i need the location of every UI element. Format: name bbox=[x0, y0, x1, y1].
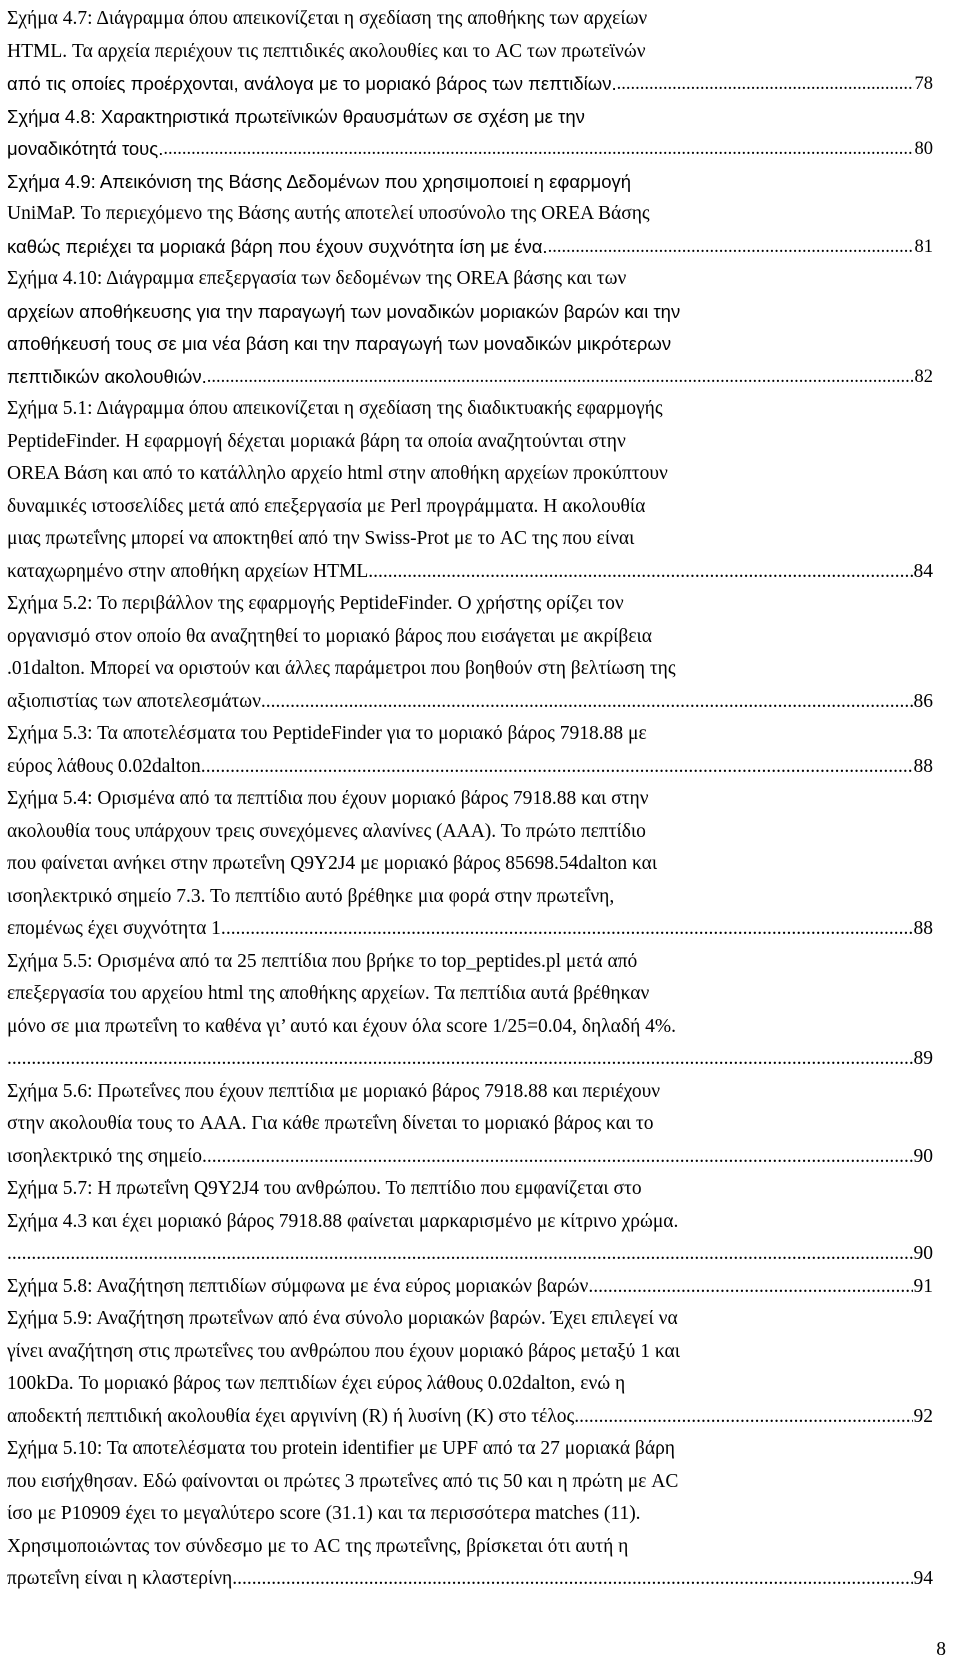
toc-text-line: Σχήμα 5.1: Διάγραμμα όπου απεικονίζεται η σχεδίαση της διαδικτυακής εφαρμογής bbox=[7, 398, 663, 419]
toc-entry-line bbox=[7, 1044, 933, 1074]
toc-text-line: οργανισμό στον οποίο θα αναζητηθεί το μοριακό βάρος που εισάγεται με ακρίβεια bbox=[7, 625, 652, 647]
dot-leader bbox=[373, 557, 912, 587]
toc-entry-line bbox=[7, 1272, 933, 1302]
toc-entry-line bbox=[7, 687, 933, 717]
toc-text-line: δυναμικές ιστοσελίδες μετά από επεξεργασία με Perl προγράμματα. Η ακολουθία bbox=[7, 495, 646, 517]
toc-entry-text: από τις οποίες προέρχονται, ανάλογα με το μοριακό βάρος των πεπτιδίων. bbox=[7, 73, 617, 94]
toc-text-line: Σχήμα 5.5: Ορισμένα από τα 25 πεπτίδια που βρήκε το top_peptides.pl μετά από bbox=[7, 950, 638, 972]
toc-entry-text: εύρος λάθους 0.02dalton. bbox=[7, 755, 206, 777]
toc-page-number: 84 bbox=[913, 560, 933, 582]
dot-leader bbox=[593, 1272, 912, 1302]
toc-text-line: .01dalton. Μπορεί να οριστούν και άλλες παράμετροι που βοηθούν στη βελτίωση της bbox=[7, 658, 676, 679]
toc-entry-text: πεπτιδικών ακολουθιών. bbox=[7, 365, 207, 387]
toc-text-line: Σχήμα 4.10: Διάγραμμα επεξεργασία των δεδομένων της OREA βάσης και των bbox=[7, 268, 627, 289]
toc-text-line: αρχείων αποθήκευσης για την παραγωγή των μοναδικών μοριακών βαρών και την bbox=[7, 300, 681, 322]
toc-text-line: PeptideFinder. Η εφαρμογή δέχεται μοριακά βάρη τα οποία αναζητούνται στην bbox=[7, 430, 626, 452]
toc-text-line: που φαίνεται ανήκει στην πρωτεΐνη Q9Y2J4 με μοριακό βάρος 85698.54dalton και bbox=[7, 853, 658, 874]
dot-leader bbox=[237, 1564, 912, 1594]
toc-entry-text: αξιοπιστίας των αποτελεσμάτων. bbox=[7, 690, 266, 712]
toc-page-number: 81 bbox=[914, 236, 933, 257]
toc-text-line: OREA Βάση και από το κατάλληλο αρχείο html στην αποθήκη αρχείων προκύπτουν bbox=[7, 463, 668, 484]
toc-text-line: Σχήμα 5.4: Ορισμένα από τα πεπτίδια που έχουν μοριακό βάρος 7918.88 και στην bbox=[7, 788, 649, 809]
dot-leader bbox=[7, 1044, 913, 1074]
dot-leader bbox=[548, 232, 914, 262]
toc-text-line: που εισήχθησαν. Εδώ φαίνονται οι πρώτες 3 πρωτεΐνες από τις 50 και η πρώτη με AC bbox=[7, 1470, 679, 1492]
toc-entry-text: αποδεκτή πεπτιδική ακολουθία έχει αργινίνη (R) ή λυσίνη (K) στο τέλος. bbox=[7, 1405, 580, 1427]
toc-page-number: 90 bbox=[913, 1243, 933, 1264]
toc-text-line: Σχήμα 4.3 και έχει μοριακό βάρος 7918.88 φαίνεται μαρκαρισμένο με κίτρινο χρώμα. bbox=[7, 1210, 679, 1232]
dot-leader bbox=[7, 1239, 913, 1269]
dot-leader bbox=[207, 1142, 913, 1172]
dot-leader bbox=[206, 752, 913, 782]
dot-leader bbox=[579, 1402, 912, 1432]
toc-page-number: 94 bbox=[913, 1568, 933, 1589]
toc-entry-text: μοναδικότητά τους. bbox=[7, 138, 164, 159]
toc-entry-line bbox=[7, 752, 933, 782]
toc-text-line: Σχήμα 5.10: Τα αποτελέσματα του protein identifier με UPF από τα 27 μοριακά βάρη bbox=[7, 1438, 675, 1459]
toc-entry-text: Σχήμα 5.8: Αναζήτηση πεπτιδίων σύμφωνα με ένα εύρος μοριακών βαρών. bbox=[7, 1275, 594, 1297]
toc-text-line: αποθήκευσή τους σε μια νέα βάση και την παραγωγή των μοναδικών μικρότερων bbox=[7, 333, 672, 354]
toc-entry-line bbox=[7, 69, 933, 99]
toc-page-number: 88 bbox=[913, 918, 933, 939]
toc-text-line: Σχήμα 5.2: Το περιβάλλον της εφαρμογής PeptideFinder. Ο χρήστης ορίζει τον bbox=[7, 593, 624, 614]
toc-text-line: Σχήμα 4.7: Διάγραμμα όπου απεικονίζεται η σχεδίαση της αποθήκης των αρχείων bbox=[7, 8, 648, 29]
dot-leader bbox=[266, 687, 913, 717]
toc-text-line: μόνο σε μια πρωτεΐνη το καθένα γι’ αυτό και έχουν όλα score 1/25=0.04, δηλαδή 4%. bbox=[7, 1015, 677, 1037]
toc-entry-line bbox=[7, 362, 933, 392]
toc-entry-text: επομένως έχει συχνότητα 1. bbox=[7, 918, 226, 939]
toc-entry-line bbox=[7, 1142, 933, 1172]
toc-text-line: Σχήμα 5.6: Πρωτεΐνες που έχουν πεπτίδια με μοριακό βάρος 7918.88 και περιέχουν bbox=[7, 1080, 661, 1102]
toc-entry-line bbox=[7, 557, 933, 587]
toc-entry-line bbox=[7, 914, 933, 944]
toc-entry-line bbox=[7, 1402, 933, 1432]
toc-text-line: 100kDa. Το μοριακό βάρος των πεπτιδίων έχει εύρος λάθους 0.02dalton, ενώ η bbox=[7, 1373, 626, 1394]
toc-text-line: ίσο με P10909 έχει το μεγαλύτερο score (31.1) και τα περισσότερα matches (11). bbox=[7, 1503, 641, 1524]
dot-leader bbox=[226, 914, 913, 944]
toc-entry-line bbox=[7, 1564, 933, 1594]
dot-leader bbox=[207, 362, 914, 392]
toc-page-number: 82 bbox=[914, 366, 933, 387]
toc-text-line: μιας πρωτεΐνης μπορεί να αποκτηθεί από την Swiss-Prot με το AC της που είναι bbox=[7, 528, 635, 549]
toc-page-number: 89 bbox=[913, 1048, 933, 1069]
toc-page-number: 80 bbox=[914, 139, 933, 159]
toc-entry-text: καταχωρημένο στην αποθήκη αρχείων HTML. bbox=[7, 560, 374, 582]
toc-text-line: HTML. Τα αρχεία περιέχουν τις πεπτιδικές ακολουθίες και το AC των πρωτεϊνών bbox=[7, 40, 646, 62]
toc-page-number: 91 bbox=[913, 1275, 933, 1297]
toc-text-line: UniMaP. Το περιεχόμενο της Βάσης αυτής αποτελεί υποσύνολο της OREA Βάσης bbox=[7, 203, 650, 224]
toc-text-line: Σχήμα 5.9: Αναζήτηση πρωτεΐνων από ένα σύνολο μοριακών βαρών. Έχει επιλεγεί να bbox=[7, 1308, 678, 1329]
toc-page-number: 86 bbox=[913, 690, 933, 712]
toc-text-line: ισοηλεκτρικό σημείο 7.3. Το πεπτίδιο αυτό βρέθηκε μια φορά στην πρωτεΐνη, bbox=[7, 885, 615, 907]
toc-page-number: 78 bbox=[914, 74, 933, 94]
toc-text-line: Χρησιμοποιώντας τον σύνδεσμο με το AC της πρωτεΐνης, βρίσκεται ότι αυτή η bbox=[7, 1535, 629, 1557]
toc-page-number: 88 bbox=[913, 755, 933, 777]
toc-page-number: 90 bbox=[913, 1145, 933, 1167]
toc-text-line: επεξεργασία του αρχείου html της αποθήκης αρχείων. Τα πεπτίδια αυτά βρέθηκαν bbox=[7, 983, 650, 1004]
toc-text-line: Σχήμα 5.7: Η πρωτεΐνη Q9Y2J4 του ανθρώπου. Το πεπτίδιο που εμφανίζεται στο bbox=[7, 1178, 642, 1199]
toc-page-number: 92 bbox=[913, 1405, 933, 1427]
toc-entry-line bbox=[7, 134, 933, 164]
toc-text-line: Σχήμα 4.9: Απεικόνιση της Βάσης Δεδομένων που χρησιμοποιεί η εφαρμογή bbox=[7, 170, 632, 192]
toc-text-line: ακολουθία τους υπάρχουν τρεις συνεχόμενες αλανίνες (AAA). Το πρώτο πεπτίδιο bbox=[7, 820, 646, 842]
toc-text-line: στην ακολουθία τους το AAA. Για κάθε πρωτεΐνη δίνεται το μοριακό βάρος και το bbox=[7, 1113, 654, 1134]
toc-text-line: γίνει αναζήτηση στις πρωτεΐνες του ανθρώπου που έχουν μοριακό βάρος μεταξύ 1 και bbox=[7, 1340, 680, 1362]
toc-entry-line bbox=[7, 1239, 933, 1269]
toc-entry-text: καθώς περιέχει τα μοριακά βάρη που έχουν συχνότητα ίση με ένα. bbox=[7, 235, 548, 257]
toc-text-line: Σχήμα 4.8: Χαρακτηριστικά πρωτεϊνικών θραυσμάτων σε σχέση με την bbox=[7, 105, 585, 127]
dot-leader bbox=[163, 134, 913, 164]
dot-leader bbox=[617, 69, 914, 99]
page-number: 8 bbox=[936, 1639, 946, 1660]
toc-entry-text: πρωτεΐνη είναι η κλαστερίνη. bbox=[7, 1568, 238, 1589]
toc-text-line: Σχήμα 5.3: Τα αποτελέσματα του PeptideFinder για το μοριακό βάρος 7918.88 με bbox=[7, 723, 647, 744]
toc-entry-text: ισοηλεκτρικό της σημείο. bbox=[7, 1145, 207, 1167]
toc-entry-line bbox=[7, 232, 933, 262]
